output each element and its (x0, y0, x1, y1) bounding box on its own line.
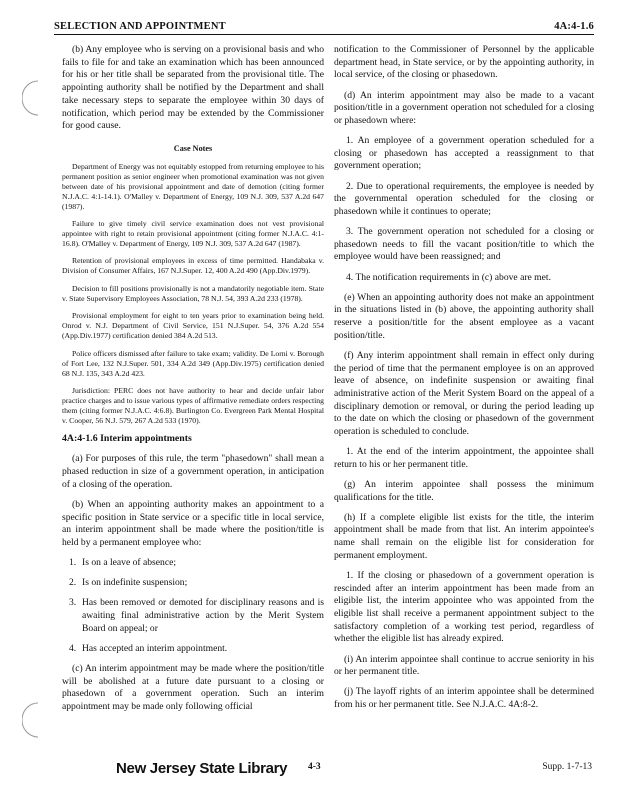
list-item (334, 272, 594, 285)
list-item-number: 1. (346, 135, 354, 146)
list-item (62, 557, 324, 570)
list-item-text: If the closing or phasedown of a government operation is rescinded after an interim appointment has been made from an eligible list, the interim appointee who was appointed from the eligible list shall receive a permanent appointment subject to the satisfactory completion of a working test period, regardless of whether the eligible list has already expired. (334, 569, 594, 645)
paragraph-c-continued: notification to the Commissioner of Personnel by the applicable department head, in State service, or by the appointing authority, in local service, of the closing or phasedown. (334, 44, 594, 81)
case-note: Provisional employment for eight to ten years prior to examination being held. Onrod v. N.J. Department of Civil Service, 151 N.J.Super. 54, 376 A.2d 554 (App.Div.1977) certification denied 384 A.2d 513. (62, 311, 324, 341)
running-header (54, 14, 594, 35)
list-item-text: The notification requirements in (c) above are met. (355, 271, 551, 283)
case-note: Jurisdiction: PERC does not have authority to hear and decide unfair labor practice charges and to issue various types of affirmative remediate orders respecting them (citing former N.J.A.C. 4:6.8). Burlington Co. Evergreen Park Mental Hospital v. Cooper, 56 N.J. 579, 267 A.2d 533 (1970). (62, 385, 324, 425)
list-item (334, 446, 594, 471)
supplement-date: Supp. 1-7-13 (542, 762, 592, 772)
list-item-text: At the end of the interim appointment, the appointee shall return to his or her permanent title. (334, 446, 594, 470)
header-section-number: 4A:4-1.6 (554, 21, 594, 32)
list-item-number: 1. (346, 446, 354, 458)
header-title: SELECTION AND APPOINTMENT (54, 21, 226, 32)
list-item-number: 4. (346, 271, 354, 283)
case-note: Retention of provisional employees in excess of time permitted. Handabaka v. Division of Consumer Affairs, 167 N.J.Super. 12, 400 A.2d 490 (App.Div.1979). (62, 256, 324, 276)
paragraph-f: (f) Any interim appointment shall remain in effect only during the period of time that the permanent employee is on an approved leave of absence, on indefinite suspension or awaiting final administrative action of the Merit System Board on the appeal of a disciplinary demotion or removal, or during the period leading up to the date on which the closing or phasedown of the government operation is scheduled to conclude. (334, 349, 594, 438)
list-item-text: Has been removed or demoted for disciplinary reasons and is awaiting final administrative action by the Merit System Board on appeal; or (82, 597, 324, 634)
list-item-number: 3. (346, 226, 354, 237)
list-item (62, 643, 324, 656)
paragraph-g: (g) An interim appointee shall possess the minimum qualifications for the title. (334, 478, 594, 503)
list-item-text: Has accepted an interim appointment. (82, 642, 228, 654)
list-item-text: Is on a leave of absence; (82, 557, 177, 569)
punch-hole-icon (22, 700, 42, 740)
list-item-number: 1. (346, 569, 354, 581)
list-item-number: 2. (346, 180, 354, 192)
paragraph-i: (i) An interim appointee shall continue to accrue seniority in his or her permanent title. (334, 653, 594, 678)
case-note: Failure to give timely civil service examination does not vest provisional appointee with right to retain provisional appointment (citing former N.J.A.C. 4:1-16.8). O'Malley v. Department of Energy, 109 N.J. 309, 537 A.2d 647 (1987). (62, 219, 324, 249)
paragraph-b2: (b) When an appointing authority makes an appointment to a specific position in State service or a specific title in local service, an interim appointment shall be made where the position/title is held by a permanent employee who: (62, 498, 324, 549)
paragraph-j: (j) The layoff rights of an interim appointee shall be determined from his or her permanent title. See N.J.A.C. 4A:8-2. (334, 686, 594, 711)
list-item-number: 3. (69, 597, 77, 609)
case-notes-title: Case Notes (173, 143, 213, 153)
paragraph-b: (b) Any employee who is serving on a provisional basis and who fails to file for and take an examination which has been announced for his or her title shall be separated from the provisional title. The appointing authority shall be notified by the Department and shall take necessary steps to separate the employee within 30 days of notification, which period may be extended by the Commissioner for good cause. (62, 44, 324, 132)
list-item-text: The government operation not scheduled for a closing or phasedown needs to fill the vacant position/title to which the employee would have been reassigned; and (334, 226, 594, 263)
list-item-number: 4. (69, 642, 77, 654)
list-item-text: Due to operational requirements, the employee is needed by the governmental operation scheduled for the closing or phasedown while it continues to operate; (334, 180, 595, 217)
case-note: Police officers dismissed after failure to take exam; validity. De Lorni v. Borough of Fort Lee, 132 N.J.Super. 501, 334 A.2d 349 (App.Div.1975) certification denied 68 N.J. 135, 343 A.2d 423. (62, 348, 324, 378)
paragraph-a: (a) For purposes of this rule, the term "phasedown" shall mean a phased reduction in size of a government operation, in anticipation of a closing of the operation. (62, 453, 324, 490)
list-item-text: An employee of a government operation scheduled for a closing or phasedown has accepted a reassignment to that government operation; (334, 135, 594, 172)
punch-hole-icon (22, 78, 42, 118)
library-watermark: New Jersey State Library (116, 760, 288, 777)
case-note: Department of Energy was not equitably estopped from returning employee to his permanent position as senior engineer when promotional examination was not given between date of his provisional appointment and date of demotion (citing former N.J.A.C. 4:1-14.1). O'Malley v. Department of Energy, 109 N.J. 309, 537 A.2d 647 (1987). (62, 161, 324, 211)
page-footer (0, 760, 618, 790)
paragraph-e: (e) When an appointing authority does not make an appointment in the situations listed in (b) above, the appointing authority shall reserve a position/title for the absent employee as a vacant position/title. (334, 291, 594, 341)
paragraph-h: (h) If a complete eligible list exists for the title, the interim appointment shall be made from that list. An interim appointee's name shall remain on the eligible list for consideration for permanent employment. (334, 511, 594, 561)
list-item-text: Is on indefinite suspension; (82, 577, 188, 589)
section-heading: 4A:4-1.6 Interim appointments (62, 433, 192, 445)
list-item (334, 570, 594, 646)
list-item (334, 226, 594, 264)
list-item (334, 181, 594, 219)
case-note: Decision to fill positions provisionally is not a mandatorily negotiable item. State v. State Supervisory Employees Association, 78 N.J. 54, 393 A.2d 233 (1978). (62, 283, 324, 303)
list-item (62, 597, 324, 635)
list-item-number: 2. (69, 577, 77, 589)
paragraph-c: (c) An interim appointment may be made where the position/title will be abolished at a future date pursuant to a closing or phasedown of a government operation. Such an interim appointment may be made only following official (62, 662, 324, 713)
list-item-number: 1. (69, 557, 77, 569)
left-column (62, 44, 324, 721)
page-number: 4-3 (308, 762, 321, 772)
list-item (62, 577, 324, 590)
list-item (334, 135, 594, 173)
paragraph-d: (d) An interim appointment may also be made to a vacant position/title in a government operation not scheduled for a closing or phasedown where: (334, 89, 594, 126)
right-column (334, 44, 594, 719)
